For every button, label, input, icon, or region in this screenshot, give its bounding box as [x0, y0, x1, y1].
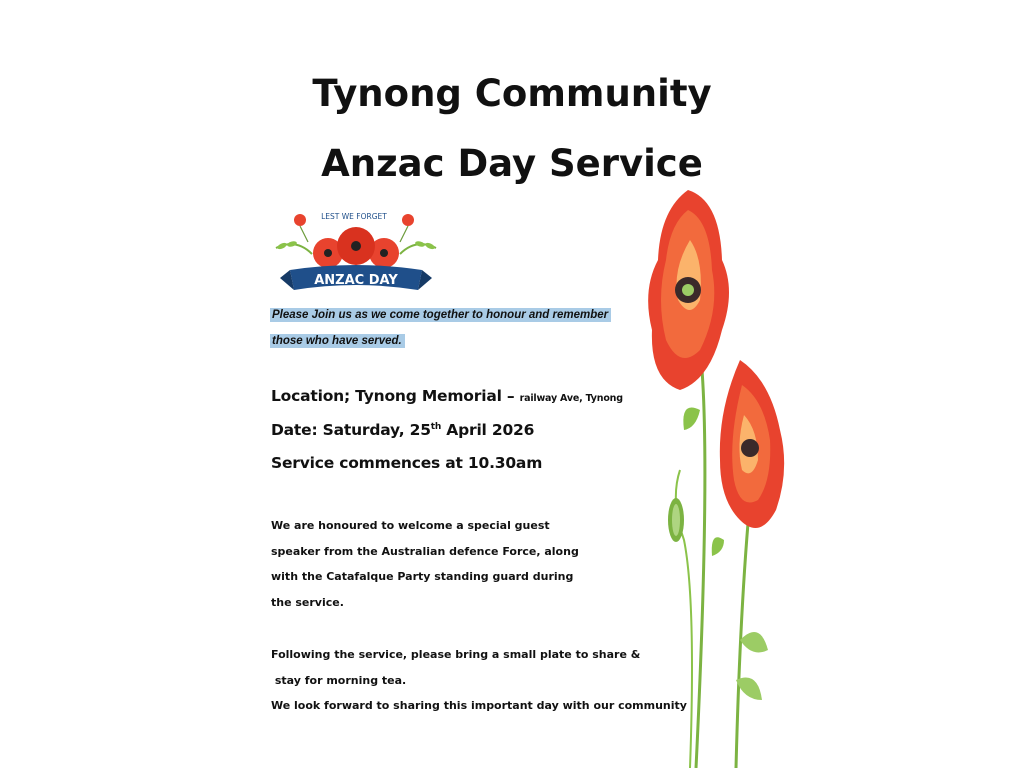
- location-address: railway Ave, Tynong: [519, 393, 623, 404]
- following-paragraph-line: We look forward to sharing this important day with our community: [271, 699, 687, 712]
- guest-paragraph-line: speaker from the Australian defence Force, along: [271, 545, 579, 558]
- location-label: Location; Tynong Memorial –: [271, 387, 520, 405]
- service-time-line: Service commences at 10.30am: [271, 454, 543, 472]
- following-paragraph-line: stay for morning tea.: [271, 674, 407, 687]
- poppy-illustration: [640, 180, 790, 768]
- location-line: [271, 387, 623, 405]
- date-suffix: th: [430, 421, 442, 432]
- invitation-line-2: those who have served.: [270, 334, 405, 348]
- guest-paragraph-line: the service.: [271, 596, 344, 609]
- banner-text: ANZAC DAY: [314, 273, 398, 288]
- date-line: [271, 421, 534, 439]
- title-line-2: Anzac Day Service: [321, 142, 703, 185]
- following-paragraph-line: Following the service, please bring a small plate to share &: [271, 648, 641, 661]
- guest-paragraph-line: We are honoured to welcome a special guest: [271, 519, 550, 532]
- anzac-day-badge: [268, 208, 444, 298]
- date-prefix: Date: Saturday, 25: [271, 421, 431, 439]
- invitation-line-1: Please Join us as we come together to honour and remember: [270, 308, 611, 322]
- date-rest: April 2026: [441, 421, 535, 439]
- guest-paragraph-line: with the Catafalque Party standing guard during: [271, 570, 574, 583]
- title-line-1: Tynong Community: [312, 72, 712, 115]
- lest-we-forget-text: LEST WE FORGET: [321, 212, 387, 221]
